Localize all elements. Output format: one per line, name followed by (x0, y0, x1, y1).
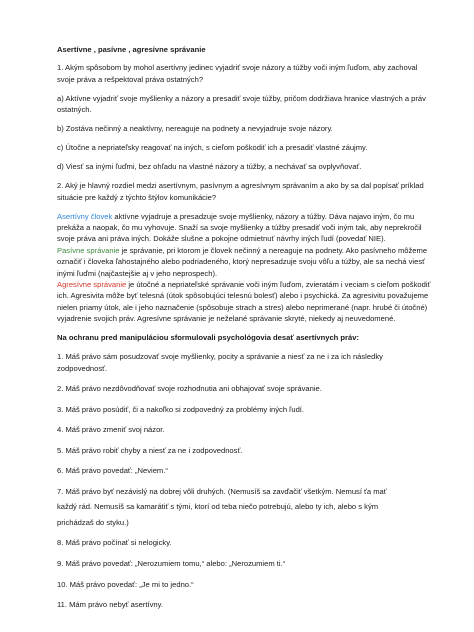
passive-term: Pasívne správanie (57, 245, 120, 255)
right-8: 8. Máš právo počínať si nelogicky. (57, 538, 172, 548)
rights-heading: Na ochranu pred manipuláciou sformulovali psychológovia desať asertívnych práv: (57, 332, 359, 342)
right-6: 6. Máš právo povedať: „Neviem.“ (57, 466, 168, 476)
passive-text: je správanie, pri ktorom je človek nečinný a nereaguje na podnety. Ako pasívneho môžeme označiť i človeka ľahostajného alebo podriadeného, ktorý nepresadzuje svoju vôľu a túžby, ale sa nechá viesť inými ľuďmi (najčastejšie aj v jeho neprospech). (57, 245, 428, 278)
answer-d: d) Viesť sa inými ľuďmi, bez ohľadu na vlastné názory a túžby, a nechávať sa ovplyvňovať. (57, 162, 362, 172)
aggressive-text: je útočné a nepriateľské správanie voči iným ľuďom, zvieratám i veciam s cieľom poškodiť ich. Agresivita môže byť telesná (útok spôsobujúci telesnú bolesť) alebo i psychická. Za agresivitu považujeme nielen priamy útok, ale i jeho naznačenie (spôsobuje strach a stres) alebo neprimerané (napr. hrubé či útočné) vyjadrenie svojich práv. Agresívne správanie je neželané správanie skryté, niekedy aj neuvedomené. (57, 280, 431, 324)
document-title: Asertívne , pasívne , agresívne správanie (57, 45, 206, 54)
answer-c: c) Útočne a nepriateľsky reagovať na iných, s cieľom poškodiť ich a presadiť vlastné záujmy. (57, 143, 368, 153)
right-2: 2. Máš právo nezdôvodňovať svoje rozhodnutia ani obhajovať svoje správanie. (57, 384, 322, 394)
question-1: 1. Akým spôsobom by mohol asertívny jedinec vyjadriť svoje názory a túžby voči iným ľuďom, aby zachoval svoje práva a rešpektoval práva ostatných? (57, 63, 418, 84)
right-1: 1. Máš právo sám posudzovať svoje myšlienky, pocity a správanie a niesť za ne i za ich následky zodpovednosť. (57, 352, 383, 373)
right-9: 9. Máš právo povedať: „Nerozumiem tomu,“ alebo: „Nerozumiem ti.“ (57, 559, 286, 569)
assertive-text: aktívne vyjadruje a presadzuje svoje myšlienky, názory a túžby. Dáva najavo iným, čo mu prekáža a naopak, čo mu vyhovuje. Snaží sa svoje myšlienky a túžby presadiť voči iným tak, aby neprekročil svoje práva ani práva iných. Dokáže slušne a pokojne odmietnuť návrhy iných ľudí (povedať NIE). (57, 211, 422, 244)
right-7: 7. Máš právo byť nezávislý na dobrej vôli druhých. (Nemusíš sa zavďačiť všetkým. Nemusí ťa mať (57, 487, 387, 497)
passive-definition (57, 245, 434, 279)
answer-a: a) Aktívne vyjadriť svoje myšlienky a názory a presadiť svoje túžby, pričom dodržiava hranice vlastných a práv ostatných. (57, 93, 426, 115)
answer-b: b) Zostáva nečinný a neaktívny, nereaguje na podnety a nevyjadruje svoje názory. (57, 124, 333, 134)
right-11: 11. Mám právo nebyť asertívny. (57, 600, 163, 610)
right-4: 4. Máš právo zmeniť svoj názor. (57, 425, 165, 435)
right-7-continuation-1: každý rád. Nemusíš sa kamarátiť s tými, ktorí od teba niečo potrebujú, alebo ty ich, alebo s kým (57, 502, 379, 512)
aggressive-definition (57, 279, 434, 325)
aggressive-term: Agresívne správanie (57, 280, 127, 290)
question-2: 2. Aký je hlavný rozdiel medzi asertívnym, pasívnym a agresívnym správaním a ako by sa dal popísať príklad situácie pre každý z týchto štýlov komunikácie? (57, 181, 424, 202)
right-10: 10. Máš právo povedať: „Je mi to jedno.“ (57, 579, 194, 589)
right-3: 3. Máš právo posúdiť, či a nakoľko si zodpovedný za problémy iných ľudí. (57, 404, 305, 414)
right-5: 5. Máš právo robiť chyby a niesť za ne i zodpovednosť. (57, 445, 243, 455)
assertive-definition (57, 211, 434, 245)
right-7-continuation-2: prichádzaš do styku.) (57, 517, 129, 527)
assertive-term: Asertívny človek (57, 211, 113, 221)
